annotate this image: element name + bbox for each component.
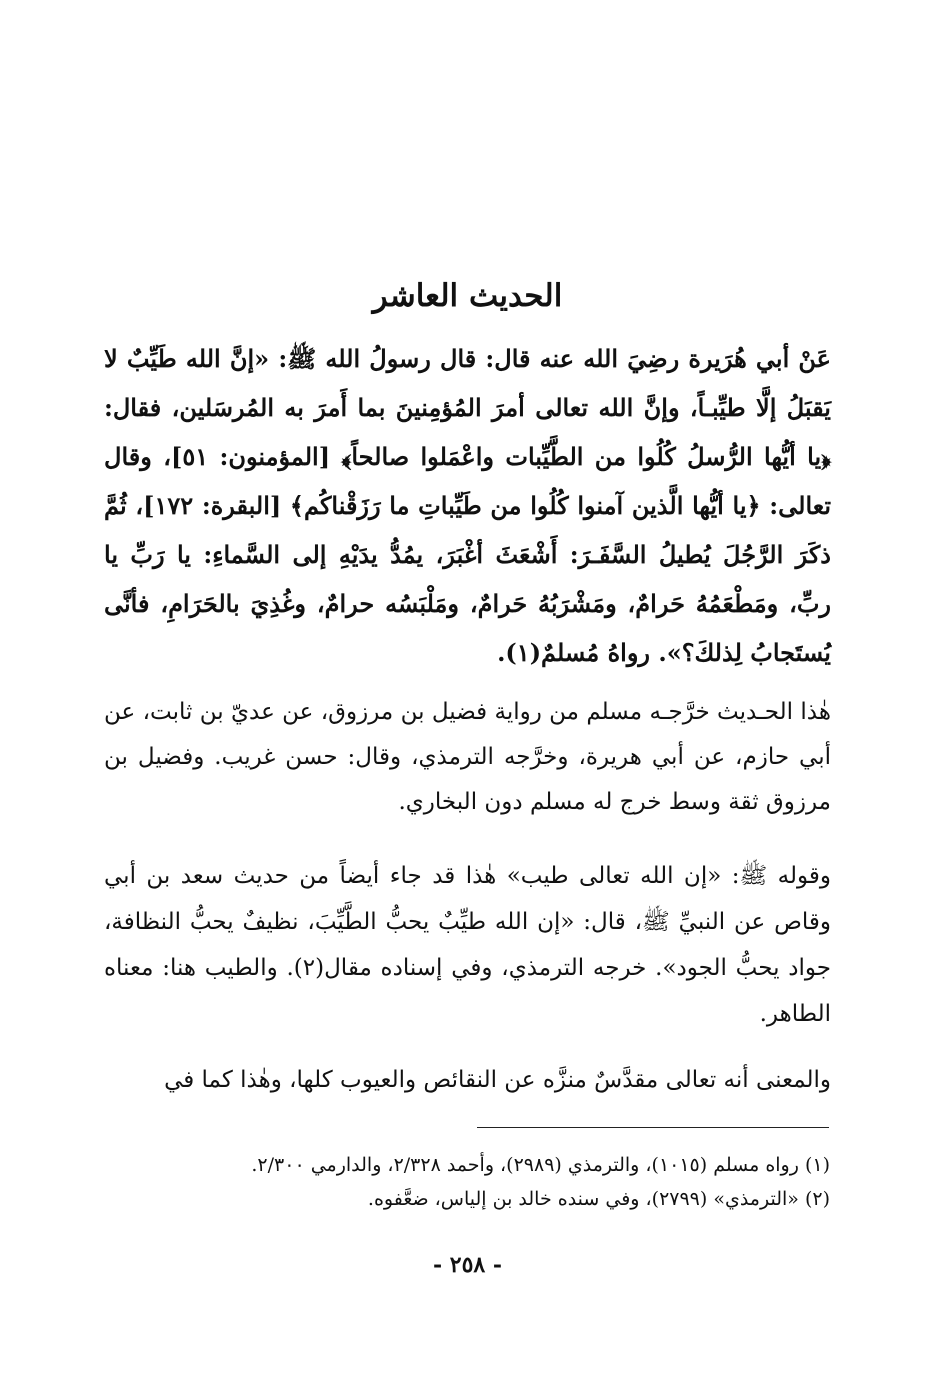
commentary-paragraph-1: هٰذا الحـديث خرَّجـه مسلم من رواية فضيل بن مرزوق، عن عديّ بن ثابت، عن أبي حازم، عن أبي هريرة، وخرَّجه الترمذي، وقال: حسن غريب. وفضيل بن مرزوق ثقة وسط خرج له مسلم دون البخاري. (104, 699, 831, 815)
commentary-paragraph-2: وقوله ﷺ: «إن الله تعالى طيب» هٰذا قد جاء أيضاً من حديث سعد بن أبي وقاص عن النبيِّ ﷺ، قال: «إن الله طيِّبٌ يحبُّ الطَّيِّبَ، نظيفٌ يحبُّ النظافة، جواد يحبُّ الجود». خرجه الترمذي، وفي إسناده مقال(٢). والطيب هنا: معناه الطاهر. (104, 863, 832, 1027)
chapter-title: الحديث العاشر (372, 278, 563, 314)
hadith-text: عَنْ أبي هُرَيرة رضِيَ الله عنه قال: قال رسولُ الله ﷺ: «إنَّ الله طَيِّبٌ لا يَقبَلُ إلَّا طيِّبـاً، وإنَّ الله تعالى أمرَ المُؤمِنينَ بما أَمرَ به المُرسَلين، فقال: ﴿يا أيُّها الرُّسلُ كُلُوا من الطَّيِّبات واعْمَلوا صالحاً﴾ [المؤمنون: ٥١]، وقال تعالى: ﴿يا أيُّها الَّذين آمنوا كُلُوا من طَيِّباتِ ما رَزَقْناكُم﴾ [البقرة: ١٧٢]، ثُمَّ ذكَرَ الرَّجُلَ يُطيلُ السَّفَـرَ: أَشْعَثَ أغْبَرَ، يمُدُّ يدَيْهِ إلى السَّماءِ: يا رَبِّ يا ربِّ، ومَطْعَمُهُ حَرامٌ، ومَشْرَبُهُ حَرامٌ، ومَلْبَسُه حرامٌ، وغُذِيَ بالحَرَامِ، فأنَّى يُستَجابُ لِذلكَ؟». رواهُ مُسلمٌ(١). (104, 344, 832, 667)
footnote-1: (١) رواه مسلم (١٠١٥)، والترمذي (٢٩٨٩)، وأحمد ٢/٣٢٨، والدارمي ٢/٣٠٠. (251, 1154, 830, 1176)
footnotes-list (130, 1148, 830, 1216)
footnote-2: (٢) «الترمذي» (٢٧٩٩)، وفي سنده خالد بن إلياس، ضعَّفوه. (367, 1188, 830, 1210)
footnote-divider (477, 1127, 829, 1128)
page-number: - ٢٥٨ - (432, 1252, 503, 1278)
commentary-paragraph-3: والمعنى أنه تعالى مقدَّسٌ منزَّه عن النقائص والعيوب كلها، وهٰذا كما في (164, 1067, 831, 1093)
